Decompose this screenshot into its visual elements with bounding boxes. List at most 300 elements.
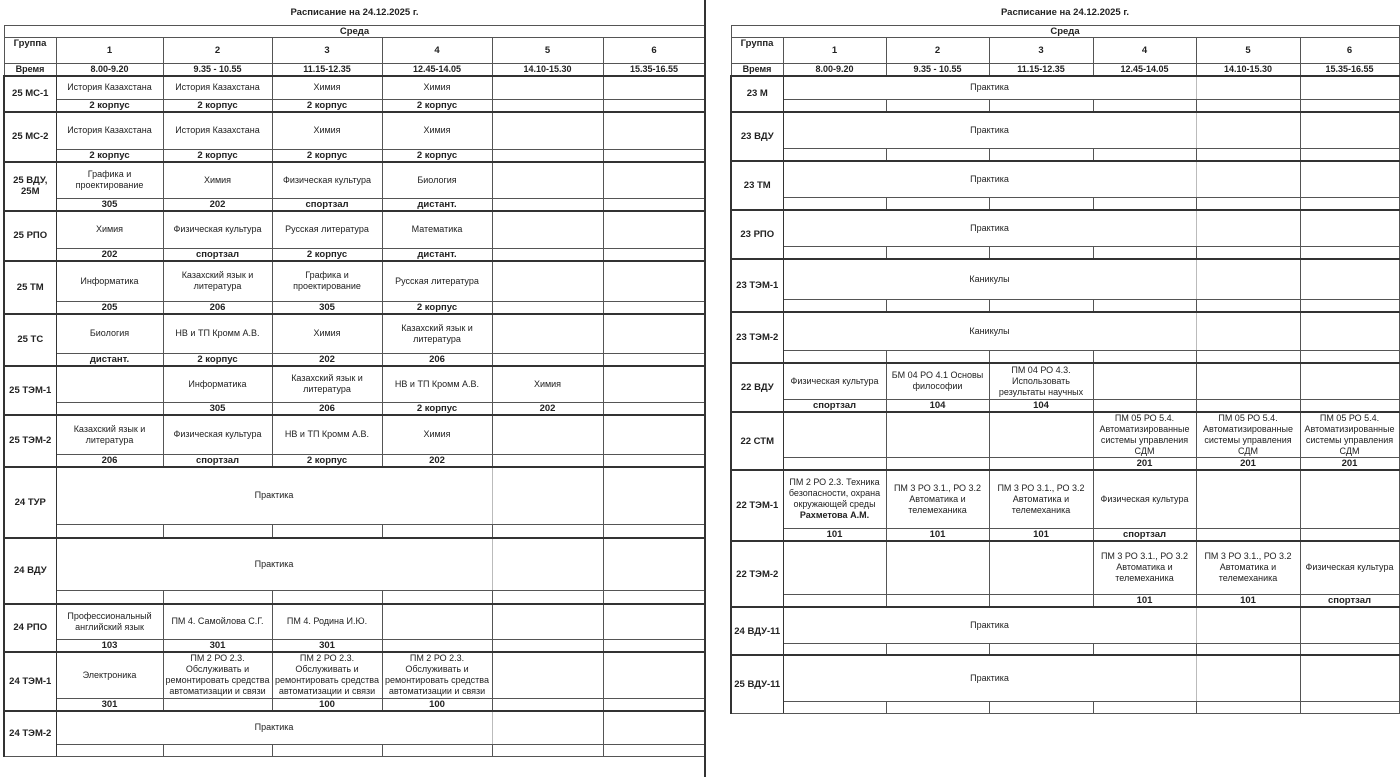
subject-cell <box>603 366 705 403</box>
subject-cell <box>492 211 603 248</box>
empty-room-cell <box>989 300 1093 312</box>
pair-number: 1 <box>56 37 163 63</box>
span-activity: Практика <box>783 76 1196 100</box>
room-cell <box>492 454 603 467</box>
empty-room-cell <box>989 701 1093 713</box>
pair-number: 5 <box>1196 37 1300 63</box>
subject-cell <box>163 314 272 353</box>
subject-name: Химия <box>313 82 341 93</box>
empty-room-cell <box>163 745 272 757</box>
subject-cell <box>382 604 492 640</box>
pair-time: 14.10-15.30 <box>492 63 603 76</box>
subject-name: Химия <box>423 82 451 93</box>
empty-room-cell <box>603 745 705 757</box>
subject-cell <box>492 261 603 302</box>
pair-number: 2 <box>163 37 272 63</box>
group-name: 23 ТМ <box>731 161 783 210</box>
empty-room-cell <box>989 100 1093 112</box>
room-cell: 2 корпус <box>382 302 492 315</box>
empty-room-cell <box>989 247 1093 259</box>
room-cell: 101 <box>1196 594 1300 607</box>
subject-cell <box>382 112 492 149</box>
group-name: 24 РПО <box>4 604 56 653</box>
group-room-row <box>731 594 1399 607</box>
room-cell: спортзал <box>1093 528 1196 541</box>
group-room-row <box>4 302 705 315</box>
group-name: 23 РПО <box>731 210 783 259</box>
subject-cell <box>382 366 492 403</box>
group-name: 23 ТЭМ-1 <box>731 259 783 312</box>
empty-cell <box>1196 112 1300 149</box>
group-row <box>731 259 1399 300</box>
room-cell <box>492 149 603 162</box>
room-cell: 206 <box>163 302 272 315</box>
group-name: 25 ВДУ-11 <box>731 655 783 713</box>
group-name: 23 ТЭМ-2 <box>731 312 783 363</box>
empty-cell <box>1300 112 1399 149</box>
subject-name: ПМ 3 РО 3.1., РО 3.2 Автоматика и телемеханика <box>1204 551 1292 584</box>
subject-name: История Казахстана <box>67 82 152 93</box>
room-cell <box>603 403 705 416</box>
room-cell <box>1093 400 1196 413</box>
empty-room-cell <box>783 247 886 259</box>
empty-room-cell <box>1196 351 1300 363</box>
empty-cell <box>1196 76 1300 100</box>
subject-cell <box>492 76 603 100</box>
span-activity: Каникулы <box>783 259 1196 300</box>
subject-cell <box>382 76 492 100</box>
group-room-row <box>4 525 705 538</box>
subject-name: ПМ 2 РО 2.3. Обслуживать и ремонтировать средства автоматизации и связи <box>274 653 379 697</box>
group-name: 25 ТС <box>4 314 56 366</box>
subject-cell <box>603 76 705 100</box>
room-cell <box>886 594 989 607</box>
room-cell <box>989 594 1093 607</box>
empty-room-cell <box>56 591 163 604</box>
subject-cell <box>163 415 272 454</box>
room-cell: 101 <box>1093 594 1196 607</box>
group-room-row <box>731 458 1399 471</box>
group-name: 22 ВДУ <box>731 363 783 413</box>
empty-room-cell <box>886 300 989 312</box>
empty-cell <box>1300 607 1399 643</box>
subject-name: Казахский язык и литература <box>181 270 254 292</box>
pair-time: 12.45-14.05 <box>382 63 492 76</box>
empty-room-cell <box>272 745 382 757</box>
subject-cell <box>163 604 272 640</box>
room-cell: 2 корпус <box>382 403 492 416</box>
pair-number: 2 <box>886 37 989 63</box>
group-room-row <box>731 400 1399 413</box>
pair-number: 6 <box>1300 37 1399 63</box>
subject-cell <box>1093 541 1196 594</box>
subject-cell <box>603 604 705 640</box>
room-cell <box>163 698 272 711</box>
group-row <box>731 541 1399 594</box>
subject-name: Графика и проектирование <box>293 270 361 292</box>
subject-cell <box>492 162 603 199</box>
empty-cell <box>1196 161 1300 198</box>
subject-name: Профессиональный английский язык <box>67 610 152 632</box>
subject-cell <box>603 112 705 149</box>
empty-room-cell <box>886 701 989 713</box>
subject-cell <box>603 211 705 248</box>
subject-name: Казахский язык и литература <box>73 423 146 445</box>
subject-cell <box>989 412 1093 458</box>
empty-room-cell <box>886 100 989 112</box>
room-cell: 100 <box>272 698 382 711</box>
empty-room-cell <box>1196 701 1300 713</box>
subject-cell <box>1093 363 1196 400</box>
subject-name: ПМ 3 РО 3.1., РО 3.2 Автоматика и телемеханика <box>1100 551 1189 584</box>
subject-cell <box>1300 470 1399 528</box>
empty-room-cell <box>1093 198 1196 210</box>
subject-cell <box>163 261 272 302</box>
subject-cell <box>492 366 603 403</box>
right-schedule-table <box>730 0 1400 714</box>
subject-cell <box>272 162 382 199</box>
room-cell <box>603 100 705 113</box>
subject-cell <box>56 366 163 403</box>
room-cell <box>1196 528 1300 541</box>
empty-room-cell <box>272 525 382 538</box>
subject-cell <box>1196 412 1300 458</box>
subject-name: Химия <box>203 174 232 185</box>
subject-cell <box>382 162 492 199</box>
subject-name: ПМ 3 РО 3.1., РО 3.2 Автоматика и телемеханика <box>997 482 1085 515</box>
subject-cell <box>272 604 382 640</box>
pair-number: 4 <box>382 37 492 63</box>
group-row <box>731 210 1399 247</box>
empty-room-cell <box>886 198 989 210</box>
room-cell <box>56 403 163 416</box>
day-of-week: Среда <box>4 25 705 37</box>
group-name: 23 ВДУ <box>731 112 783 161</box>
subject-name: Химия <box>533 378 562 389</box>
room-cell: спортзал <box>163 248 272 261</box>
group-name: 25 МС-2 <box>4 112 56 162</box>
empty-room-cell <box>382 525 492 538</box>
room-cell: 2 корпус <box>163 149 272 162</box>
group-name: 24 ВДУ-11 <box>731 607 783 655</box>
pair-number: 4 <box>1093 37 1196 63</box>
group-row <box>4 415 705 454</box>
subject-name: Биология <box>89 328 130 339</box>
subject-cell <box>989 470 1093 528</box>
empty-room-cell <box>272 591 382 604</box>
subject-name: Химия <box>95 224 124 235</box>
room-cell <box>1300 528 1399 541</box>
subject-name: ПМ 05 РО 5.4. Автоматизированные системы управления СДМ <box>1202 413 1294 456</box>
group-row <box>4 162 705 199</box>
subject-name: Химия <box>313 125 341 136</box>
group-row <box>731 470 1399 528</box>
room-cell: 2 корпус <box>272 149 382 162</box>
room-cell <box>492 199 603 212</box>
room-cell <box>1300 400 1399 413</box>
group-row <box>4 314 705 353</box>
subject-name: ПМ 4. Самойлова С.Г. <box>171 616 264 627</box>
subject-cell <box>603 314 705 353</box>
group-room-row <box>4 591 705 604</box>
group-room-row <box>731 643 1399 655</box>
empty-room-cell <box>783 198 886 210</box>
subject-cell <box>492 604 603 640</box>
subject-cell <box>783 412 886 458</box>
room-cell: 206 <box>56 454 163 467</box>
subject-cell <box>163 112 272 149</box>
empty-room-cell <box>1093 149 1196 161</box>
subject-cell <box>1300 363 1399 400</box>
subject-cell <box>163 162 272 199</box>
span-activity: Практика <box>56 467 492 525</box>
room-cell: спортзал <box>783 400 886 413</box>
subject-name: Казахский язык и литература <box>291 373 363 395</box>
empty-room-cell <box>1300 149 1399 161</box>
empty-room-cell <box>783 300 886 312</box>
room-cell: дистант. <box>56 353 163 366</box>
group-name: 25 РПО <box>4 211 56 261</box>
room-cell: 101 <box>886 528 989 541</box>
empty-room-cell <box>492 745 603 757</box>
pair-number: 3 <box>989 37 1093 63</box>
room-cell: 301 <box>163 640 272 653</box>
group-room-row <box>731 300 1399 312</box>
room-cell: 202 <box>492 403 603 416</box>
room-cell <box>989 458 1093 471</box>
empty-cell <box>603 711 705 745</box>
empty-room-cell <box>783 100 886 112</box>
group-row <box>4 211 705 248</box>
subject-cell <box>382 211 492 248</box>
empty-cell <box>603 538 705 591</box>
room-cell: спортзал <box>163 454 272 467</box>
group-row <box>731 363 1399 400</box>
group-name: 22 ТЭМ-2 <box>731 541 783 607</box>
subject-name: Казахский язык и литература <box>401 322 473 344</box>
room-cell: спортзал <box>1300 594 1399 607</box>
subject-name: История Казахстана <box>175 82 260 93</box>
empty-cell <box>1196 210 1300 247</box>
pair-time: 14.10-15.30 <box>1196 63 1300 76</box>
empty-cell <box>1300 312 1399 351</box>
subject-cell <box>886 470 989 528</box>
group-row <box>4 261 705 302</box>
group-row <box>731 76 1399 100</box>
subject-name: Информатика <box>80 275 139 286</box>
subject-cell <box>56 652 163 698</box>
room-cell: 202 <box>56 248 163 261</box>
subject-cell <box>56 162 163 199</box>
empty-cell <box>1300 210 1399 247</box>
subject-cell <box>163 366 272 403</box>
group-row <box>731 161 1399 198</box>
group-room-row <box>731 701 1399 713</box>
subject-name: ПМ 2 РО 2.3. Обслуживать и ремонтировать средства автоматизации и связи <box>384 653 489 697</box>
subject-name: Физическая культура <box>1305 562 1394 573</box>
subject-cell <box>272 366 382 403</box>
pair-time: 15.35-16.55 <box>603 63 705 76</box>
group-room-row <box>4 745 705 757</box>
subject-cell <box>272 261 382 302</box>
room-cell: 305 <box>56 199 163 212</box>
room-cell: 202 <box>272 353 382 366</box>
subject-name: ПМ 05 РО 5.4. Автоматизированные системы управления СДМ <box>1304 413 1395 456</box>
empty-room-cell <box>783 351 886 363</box>
group-name: 25 ТМ <box>4 261 56 315</box>
subject-cell <box>56 76 163 100</box>
subject-cell <box>783 541 886 594</box>
room-cell: 201 <box>1300 458 1399 471</box>
subject-name: Химия <box>423 125 451 136</box>
room-cell: 205 <box>56 302 163 315</box>
empty-cell <box>1300 259 1399 300</box>
room-cell <box>603 149 705 162</box>
subject-name: ПМ 3 РО 3.1., РО 3.2 Автоматика и телемеханика <box>893 482 982 515</box>
room-cell: 2 корпус <box>272 454 382 467</box>
group-row <box>4 366 705 403</box>
group-name: 22 СТМ <box>731 412 783 470</box>
subject-name: ПМ 4. Родина И.Ю. <box>286 616 368 627</box>
group-row <box>4 467 705 525</box>
subject-cell <box>1093 470 1196 528</box>
room-cell: 103 <box>56 640 163 653</box>
subject-name: Графика и проектирование <box>75 169 144 191</box>
subject-cell <box>783 363 886 400</box>
empty-room-cell <box>886 247 989 259</box>
subject-name: БМ 04 РО 4.1 Основы философии <box>891 370 984 392</box>
subject-cell <box>272 211 382 248</box>
empty-room-cell <box>886 149 989 161</box>
group-column-header: Группа <box>731 37 783 63</box>
subject-name: ПМ 04 РО 4.3. Использовать результаты научных <box>998 364 1084 397</box>
empty-room-cell <box>1093 701 1196 713</box>
subject-name: Физическая культура <box>790 375 879 386</box>
subject-cell <box>1196 363 1300 400</box>
subject-name: НВ и ТП Кромм А.В. <box>284 429 370 440</box>
span-activity: Каникулы <box>783 312 1196 351</box>
room-cell <box>603 698 705 711</box>
empty-cell <box>492 711 603 745</box>
pair-time: 9.35 - 10.55 <box>886 63 989 76</box>
subject-cell <box>272 314 382 353</box>
pair-time: 8.00-9.20 <box>56 63 163 76</box>
subject-cell <box>886 541 989 594</box>
room-cell <box>603 353 705 366</box>
empty-room-cell <box>783 701 886 713</box>
room-cell: 202 <box>163 199 272 212</box>
subject-name: Химия <box>423 429 451 440</box>
group-name: 25 ТЭМ-2 <box>4 415 56 467</box>
empty-room-cell <box>1093 643 1196 655</box>
span-activity: Практика <box>783 161 1196 198</box>
subject-cell <box>56 112 163 149</box>
group-room-row <box>4 454 705 467</box>
subject-cell <box>56 314 163 353</box>
group-row <box>4 76 705 100</box>
subject-cell <box>492 415 603 454</box>
empty-room-cell <box>56 525 163 538</box>
pair-time: 11.15-12.35 <box>272 63 382 76</box>
subject-cell <box>382 415 492 454</box>
subject-name: Русская литература <box>395 275 479 286</box>
subject-cell <box>163 652 272 698</box>
group-room-row <box>4 353 705 366</box>
subject-name: Химия <box>313 328 341 339</box>
group-room-row <box>731 247 1399 259</box>
empty-room-cell <box>1093 247 1196 259</box>
empty-room-cell <box>492 591 603 604</box>
room-cell: 301 <box>272 640 382 653</box>
room-cell <box>492 640 603 653</box>
subject-cell <box>886 363 989 400</box>
group-row <box>4 711 705 745</box>
room-cell <box>603 302 705 315</box>
group-row <box>731 312 1399 351</box>
span-activity: Практика <box>56 538 492 591</box>
subject-cell <box>886 412 989 458</box>
room-cell <box>783 458 886 471</box>
group-row <box>4 604 705 640</box>
room-cell <box>603 248 705 261</box>
subject-cell <box>1196 541 1300 594</box>
empty-room-cell <box>382 591 492 604</box>
room-cell: 206 <box>382 353 492 366</box>
empty-room-cell <box>1300 247 1399 259</box>
room-cell: 2 корпус <box>56 100 163 113</box>
empty-room-cell <box>603 591 705 604</box>
group-row <box>731 607 1399 643</box>
schedule-title: Расписание на 24.12.2025 г. <box>4 0 705 25</box>
group-room-row <box>4 698 705 711</box>
subject-cell <box>492 314 603 353</box>
empty-room-cell <box>163 591 272 604</box>
subject-name: Биология <box>417 174 457 185</box>
empty-room-cell <box>1300 701 1399 713</box>
empty-cell <box>1300 655 1399 701</box>
room-cell <box>492 353 603 366</box>
room-cell: 101 <box>783 528 886 541</box>
room-cell: 104 <box>989 400 1093 413</box>
subject-cell <box>163 76 272 100</box>
empty-room-cell <box>603 525 705 538</box>
room-cell <box>1196 400 1300 413</box>
pair-number: 6 <box>603 37 705 63</box>
subject-cell <box>783 470 886 528</box>
room-cell: 305 <box>272 302 382 315</box>
span-activity: Практика <box>783 607 1196 643</box>
left-schedule-table <box>3 0 706 757</box>
empty-room-cell <box>1093 300 1196 312</box>
room-cell <box>492 698 603 711</box>
room-cell: 2 корпус <box>382 149 492 162</box>
empty-room-cell <box>1196 100 1300 112</box>
subject-name: История Казахстана <box>67 125 152 136</box>
room-cell <box>886 458 989 471</box>
subject-name: ПМ 2 РО 2.3. Техника безопасности, охрана окружающей среды <box>788 477 881 510</box>
room-cell <box>382 640 492 653</box>
empty-room-cell <box>886 643 989 655</box>
room-cell: 2 корпус <box>163 100 272 113</box>
pair-time: 9.35 - 10.55 <box>163 63 272 76</box>
group-room-row <box>4 199 705 212</box>
subject-cell <box>56 261 163 302</box>
subject-cell <box>1093 412 1196 458</box>
room-cell: 305 <box>163 403 272 416</box>
subject-cell <box>603 652 705 698</box>
room-cell: спортзал <box>272 199 382 212</box>
group-room-row <box>731 149 1399 161</box>
